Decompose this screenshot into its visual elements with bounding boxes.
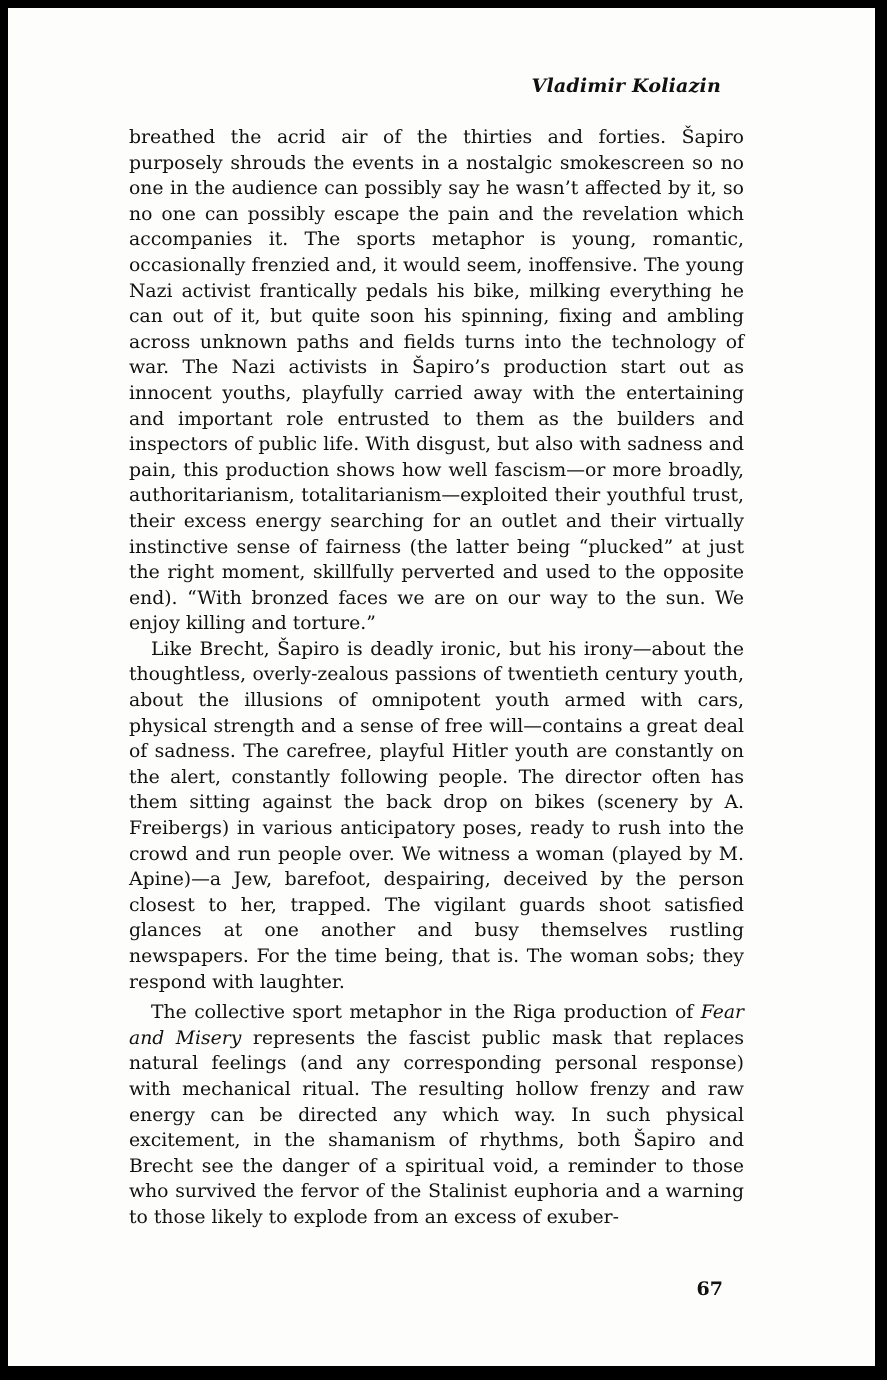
work-title: Fear and Misery [129, 1002, 744, 1049]
paragraph-3-lead: The collective sport metaphor in the Riga production of [151, 1002, 701, 1024]
body-text [129, 125, 744, 1231]
paragraph-3 [129, 1000, 744, 1230]
running-head: Vladimir Koliazin [531, 75, 721, 97]
paragraph-1: breathed the acrid air of the thirties and forties. Šapiro purposely shrouds the events in a nostalgic smokescreen so no one in the audience can possibly say he wasn’t affected by it, so no one can possibly escape the pain and the revelation which accompanies it. The sports metaphor is young, romantic, occasionally frenzied and, it would seem, inoffensive. The young Nazi activist frantically pedals his bike, milking everything he can out of it, but quite soon his spinning, fixing and ambling across unknown paths and fields turns into the technology of war. The Nazi activists in Šapiro’s production start out as innocent youths, playfully carried away with the entertaining and important role entrusted to them as the builders and inspectors of public life. With disgust, but also with sadness and pain, this production shows how well fascism—or more broadly, authoritarianism, totalitarianism—exploited their youthful trust, their excess energy searching for an outlet and their virtually instinctive sense of fairness (the latter being “plucked” at just the right moment, skillfully perverted and used to the opposite end). “With bronzed faces we are on our way to the sun. We enjoy killing and torture.” [129, 127, 744, 635]
paragraph-2: Like Brecht, Šapiro is deadly ironic, but his irony—about the thoughtless, overly-zealous passions of twentieth century youth, about the illusions of omnipotent youth armed with cars, physical strength and a sense of free will—contains a great deal of sadness. The carefree, playful Hitler youth are constantly on the alert, constantly following people. The director often has them sitting against the back drop on bikes (scenery by A. Freibergs) in various anticipatory poses, ready to rush into the crowd and run people over. We witness a woman (played by M. Apine)—a Jew, barefoot, despairing, deceived by the person closest to her, trapped. The vigilant guards shoot satisfied glances at one another and busy themselves rustling newspapers. For the time being, that is. The woman sobs; they respond with laughter. [129, 638, 744, 993]
paragraph-3-rest: represents the fascist public mask that replaces natural feelings (and any corresponding personal response) with mechanical ritual. The resulting hollow frenzy and raw energy can be directed any which way. In such physical excitement, in the shamanism of rhythms, both Šapiro and Brecht see the danger of a spiritual void, a reminder to those who survived the fervor of the Stalinist euphoria and a warning to those likely to explode from an excess of exuber- [129, 1027, 744, 1228]
page-number: 67 [696, 1278, 723, 1300]
